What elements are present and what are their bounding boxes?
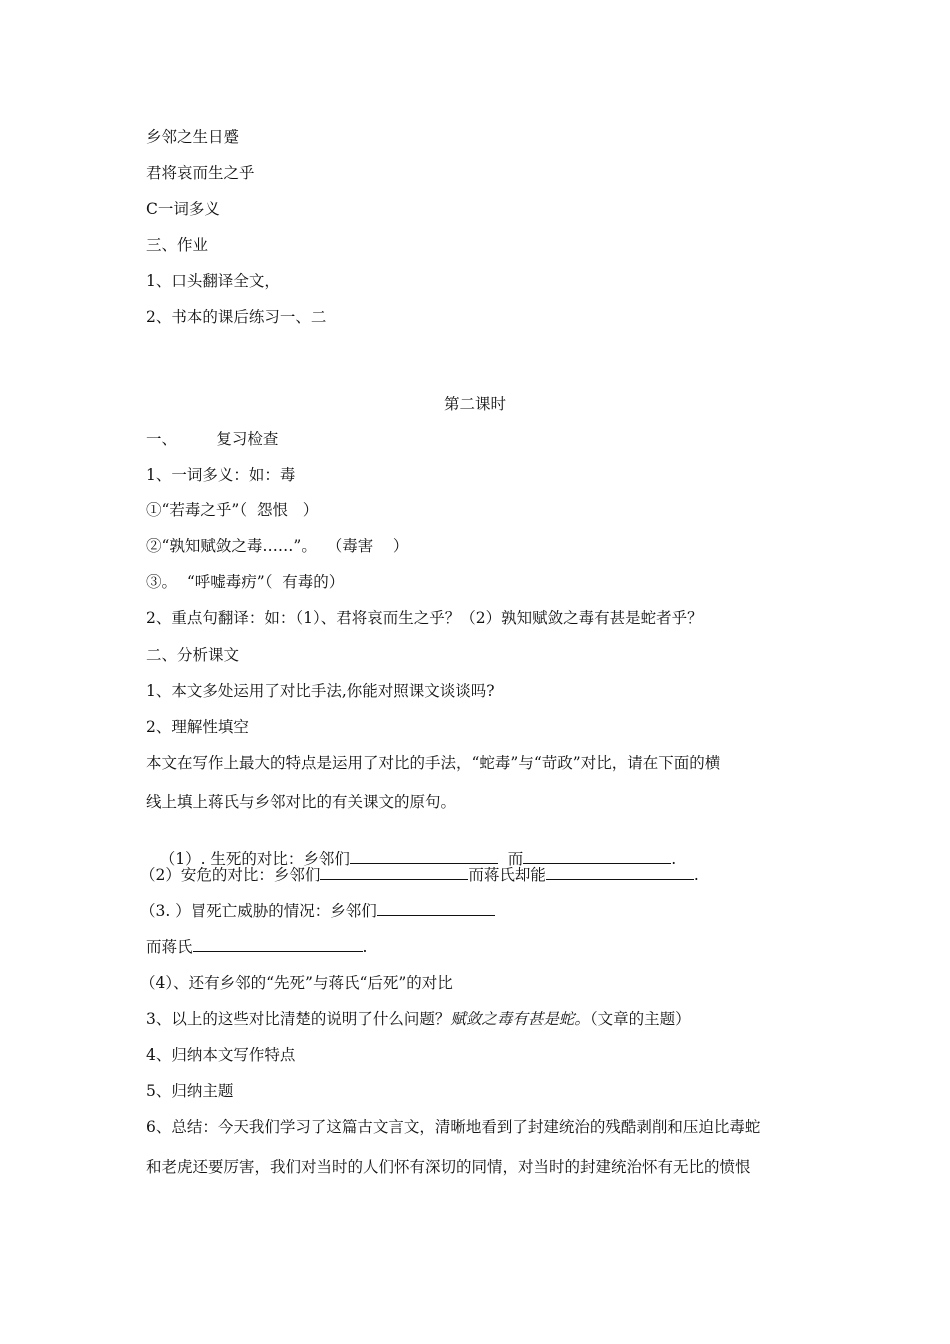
text-line: ②“孰知赋敛之毒……”。 （毒害 ） bbox=[146, 537, 409, 555]
answer-blank[interactable] bbox=[523, 849, 671, 864]
section-title: 第二课时 bbox=[443, 395, 506, 413]
fill-label: . bbox=[362, 938, 368, 956]
text-line: C一词多义 bbox=[146, 200, 220, 218]
fill-label: （1）. 生死的对比：乡邻们 bbox=[159, 850, 350, 868]
answer-blank[interactable] bbox=[193, 937, 363, 952]
text-line: 2、理解性填空 bbox=[146, 718, 249, 736]
text-line: 1、一词多义：如：毒 bbox=[146, 466, 296, 484]
question-note: （文章的主题） bbox=[589, 1010, 691, 1028]
fill-label: （2）安危的对比：乡邻们 bbox=[140, 866, 321, 884]
fill-label: 而蒋氏 bbox=[146, 938, 193, 956]
text-line: 1、口头翻译全文， bbox=[146, 272, 280, 290]
answer-blank[interactable] bbox=[377, 901, 495, 916]
fill-label: 而蒋氏却能 bbox=[468, 866, 546, 884]
fill-label: . bbox=[693, 866, 699, 884]
paragraph-line: 6、总结：今天我们学习了这篇古文言文，清晰地看到了封建统治的残酷剥削和压迫比毒蛇 bbox=[146, 1118, 761, 1136]
text-line: ①“若毒之乎”（ 怨恨 ） bbox=[146, 501, 319, 519]
text-line: 君将哀而生之乎 bbox=[146, 164, 255, 182]
text-line: 1、本文多处运用了对比手法,你能对照课文谈谈吗? bbox=[146, 682, 495, 700]
fill-label: 而 bbox=[497, 850, 524, 868]
text-line: 2、书本的课后练习一、二 bbox=[146, 308, 327, 326]
question-3 bbox=[146, 1009, 691, 1029]
text-line: （4）、还有乡邻的“先死”与蒋氏“后死”的对比 bbox=[140, 974, 453, 992]
text-line: 4、归纳本文写作特点 bbox=[146, 1046, 296, 1064]
answer-italic: 赋敛之毒有甚是蛇。 bbox=[450, 1010, 590, 1028]
heading-review: 一、 复习检查 bbox=[146, 430, 279, 448]
text-line: 5、归纳主题 bbox=[146, 1082, 234, 1100]
fill-blank-2 bbox=[140, 865, 699, 885]
text-line: ③。 “呼嘘毒疠”（ 有毒的） bbox=[146, 573, 345, 591]
heading-homework: 三、作业 bbox=[146, 236, 209, 254]
question-text: 3、以上的这些对比清楚的说明了什么问题？ bbox=[146, 1010, 451, 1028]
answer-blank[interactable] bbox=[350, 849, 498, 864]
fill-blank-3-cont bbox=[146, 937, 367, 957]
paragraph-line: 和老虎还要厉害，我们对当时的人们怀有深切的同情，对当时的封建统治怀有无比的愤恨 bbox=[146, 1158, 751, 1176]
text-line: 乡邻之生日蹙 bbox=[146, 128, 240, 146]
paragraph-line: 线上填上蒋氏与乡邻对比的有关课文的原句。 bbox=[146, 793, 457, 811]
fill-blank-3 bbox=[140, 901, 495, 921]
fill-label: . bbox=[671, 850, 677, 868]
heading-analysis: 二、分析课文 bbox=[146, 646, 240, 664]
text-line: 2、重点句翻译：如：（1）、君将哀而生之乎？（2）孰知赋敛之毒有甚是蛇者乎？ bbox=[146, 609, 703, 627]
answer-blank[interactable] bbox=[546, 865, 694, 880]
answer-blank[interactable] bbox=[320, 865, 468, 880]
fill-label: （3. ）冒死亡威胁的情况：乡邻们 bbox=[140, 902, 377, 920]
paragraph-line: 本文在写作上最大的特点是运用了对比的手法，“蛇毒”与“苛政”对比，请在下面的横 bbox=[146, 754, 721, 772]
